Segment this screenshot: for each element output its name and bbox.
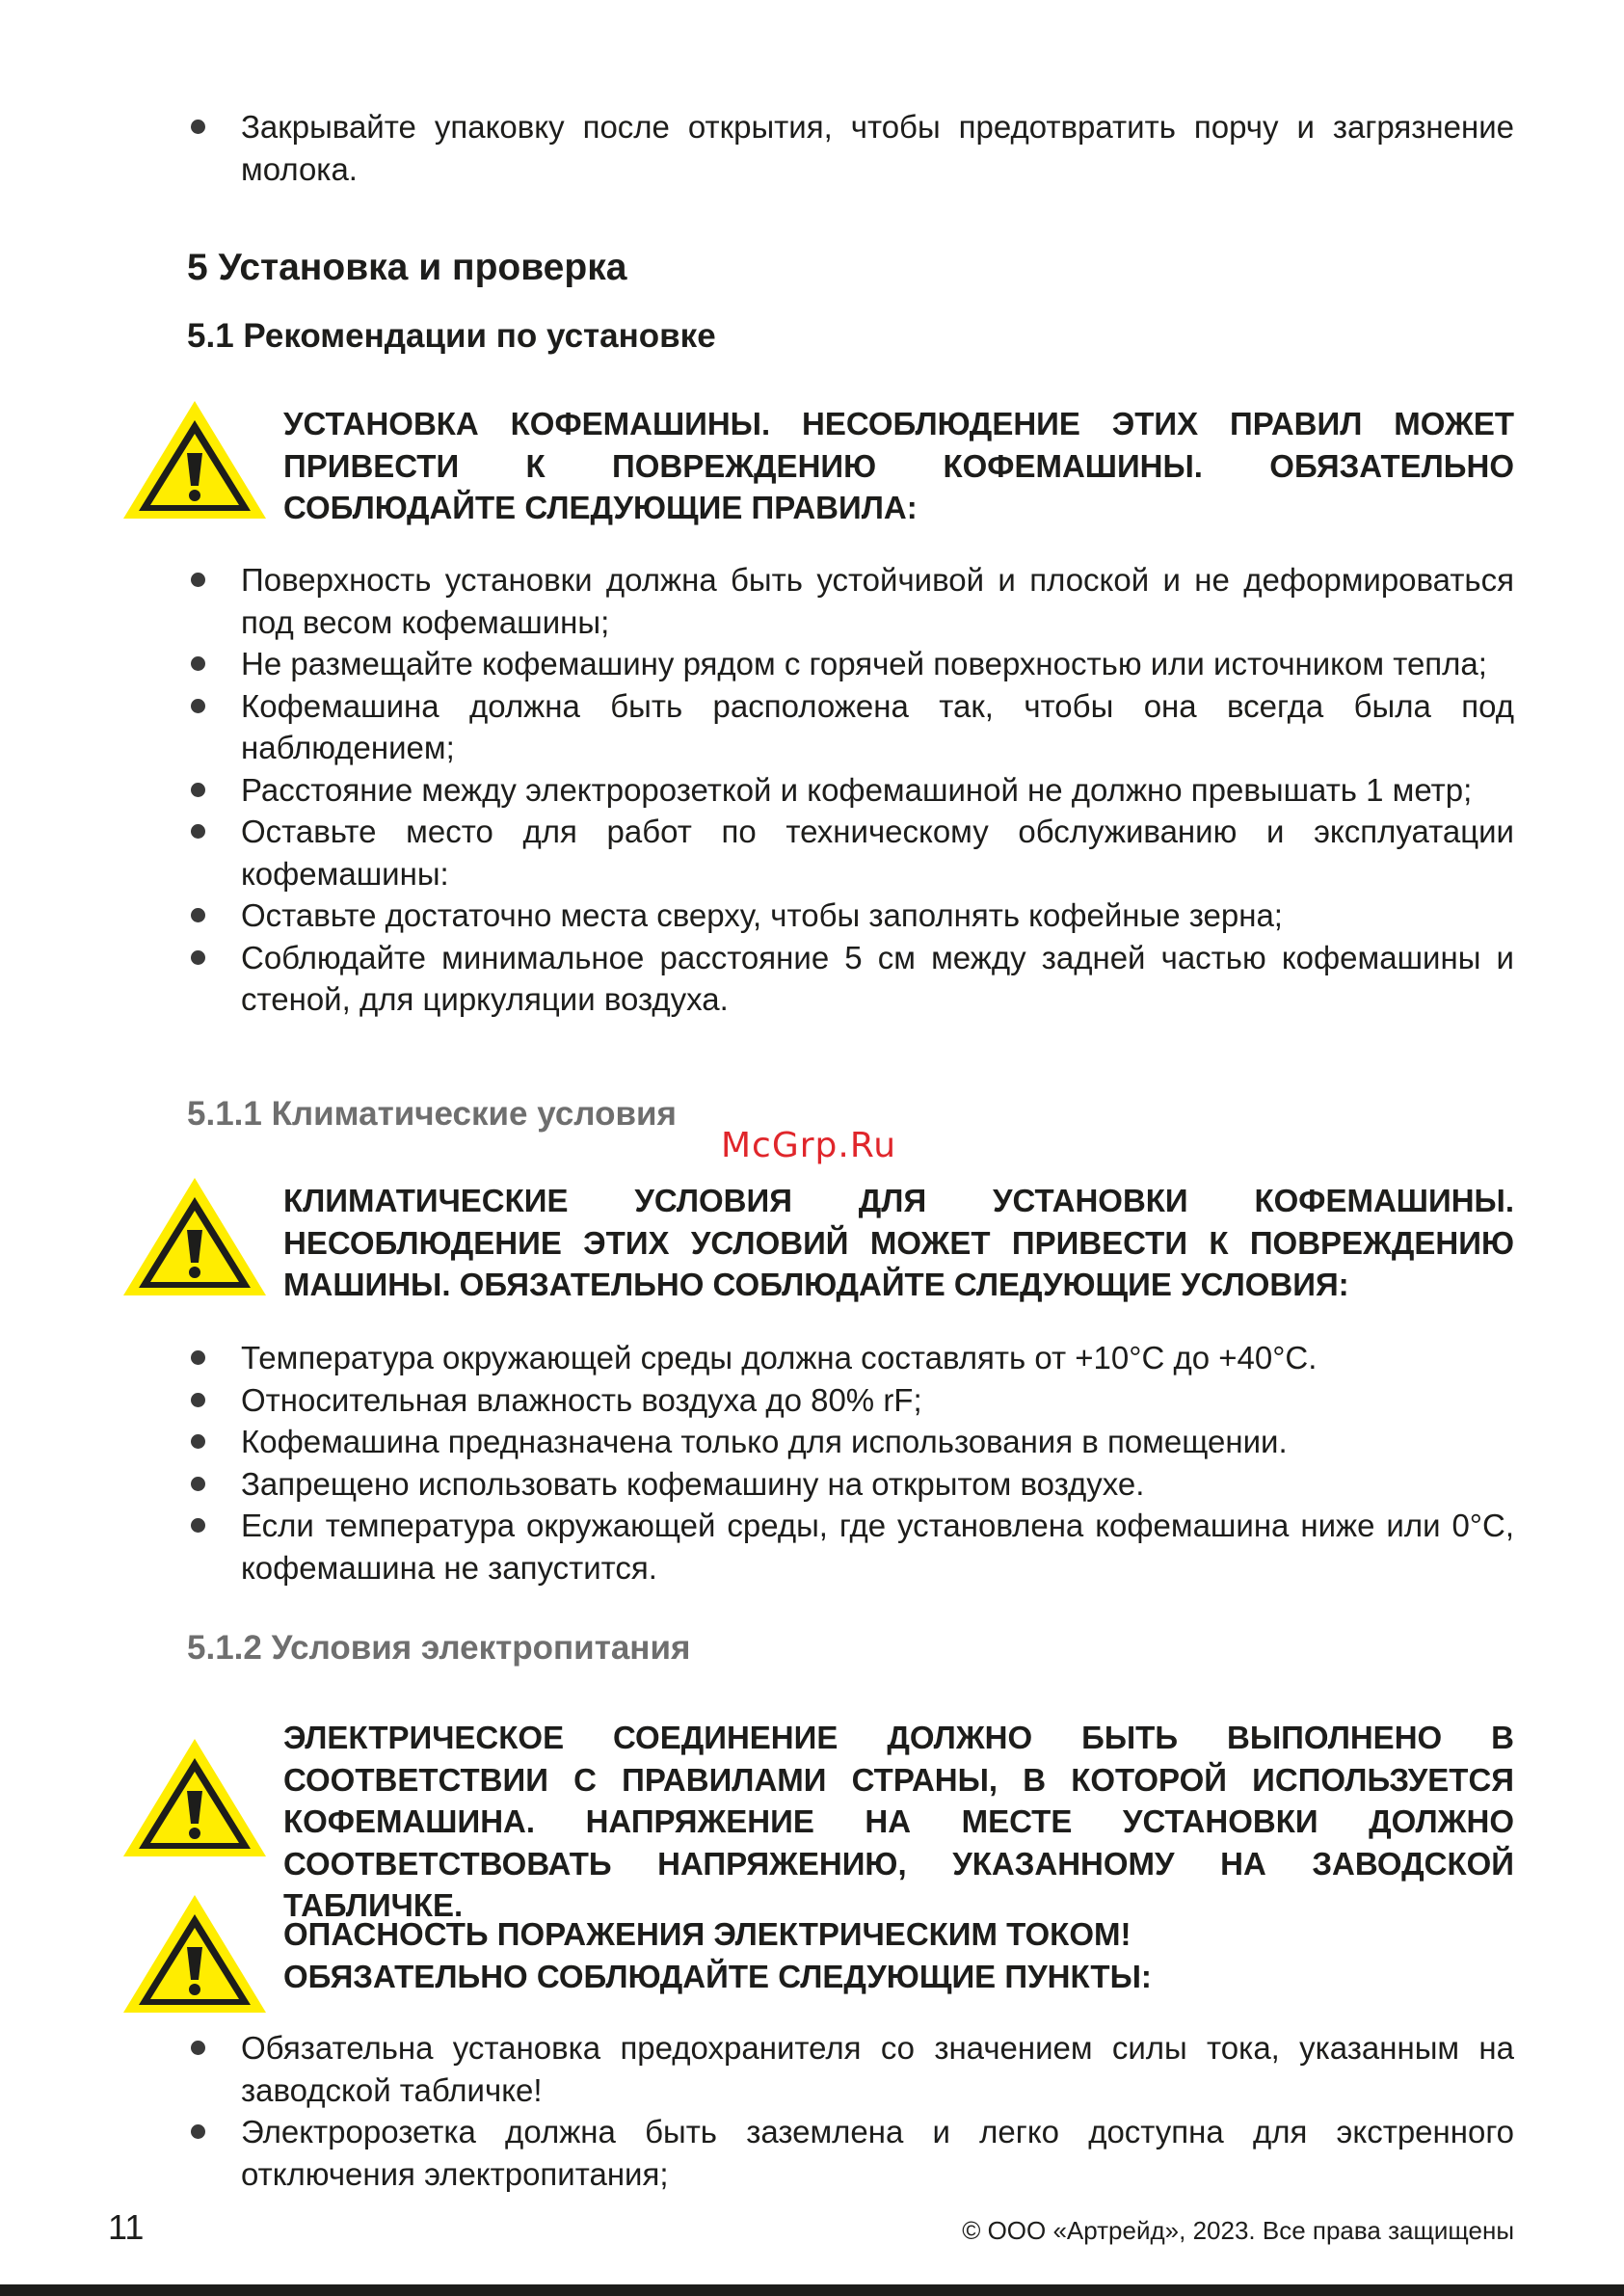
list-item: Оставьте место для работ по техническому обслуживанию и эксплуатации кофемашины: bbox=[187, 811, 1514, 894]
warning-triangle-icon bbox=[120, 1735, 270, 1860]
bullet-icon bbox=[191, 824, 205, 839]
list-item: Кофемашина должна быть расположена так, чтобы она всегда была под наблюдением; bbox=[187, 685, 1514, 769]
list-item: Закрывайте упаковку после открытия, чтобы предотвратить порчу и загрязнение молока. bbox=[187, 106, 1514, 190]
list-item: Запрещено использовать кофемашину на открытом воздухе. bbox=[187, 1463, 1514, 1506]
bullet-icon bbox=[191, 2041, 205, 2055]
page-number: 11 bbox=[108, 2207, 145, 2247]
list-item: Обязательна установка предохранителя со значением силы тока, указанным на заводской табличке! bbox=[187, 2027, 1514, 2111]
footer-copyright: © ООО «Артрейд», 2023. Все права защищены bbox=[962, 2216, 1514, 2245]
subsection-title: 5.1.2 Условия электропитания bbox=[187, 1629, 691, 1667]
bullet-icon bbox=[191, 908, 205, 922]
bullet-icon bbox=[191, 1434, 205, 1449]
list-item: Кофемашина предназначена только для использования в помещении. bbox=[187, 1421, 1514, 1463]
bullet-icon bbox=[191, 2124, 205, 2139]
bullet-icon bbox=[191, 699, 205, 713]
bullet-icon bbox=[191, 783, 205, 797]
list-item: Соблюдайте минимальное расстояние 5 см между задней частью кофемашины и стеной, для циркуляции воздуха. bbox=[187, 937, 1514, 1021]
warning-line: ОБЯЗАТЕЛЬНО СОБЛЮДАЙТЕ СЛЕДУЮЩИЕ ПУНКТЫ: bbox=[283, 1958, 1152, 1994]
subsection-title: 5.1.1 Климатические условия bbox=[187, 1095, 677, 1133]
warning-text bbox=[283, 1913, 1514, 1997]
warning-text: КЛИМАТИЧЕСКИЕ УСЛОВИЯ ДЛЯ УСТАНОВКИ КОФЕМАШИНЫ. НЕСОБЛЮДЕНИЕ ЭТИХ УСЛОВИЙ МОЖЕТ ПРИВЕСТИ К ПОВРЕЖДЕНИЮ МАШИНЫ. ОБЯЗАТЕЛЬНО СОБЛЮДАЙТЕ СЛЕДУЮЩИЕ УСЛОВИЯ: bbox=[283, 1183, 1514, 1302]
section-title: 5 Установка и проверка bbox=[187, 247, 627, 288]
bottom-divider bbox=[0, 2284, 1624, 2296]
bullet-icon bbox=[191, 573, 205, 587]
watermark: McGrp.Ru bbox=[721, 1126, 897, 1165]
bullet-icon bbox=[191, 950, 205, 965]
warning-text: ЭЛЕКТРИЧЕСКОЕ СОЕДИНЕНИЕ ДОЛЖНО БЫТЬ ВЫПОЛНЕНО В СООТВЕТСТВИИ С ПРАВИЛАМИ СТРАНЫ, В КОТОРОЙ ИСПОЛЬЗУЕТСЯ КОФЕМАШИНА. НАПРЯЖЕНИЕ НА МЕСТЕ УСТАНОВКИ ДОЛЖНО СООТВЕТСТВОВАТЬ НАПРЯЖЕНИЮ, УКАЗАННОМУ НА ЗАВОДСКОЙ ТАБЛИЧКЕ. bbox=[283, 1720, 1514, 1923]
list-item: Относительная влажность воздуха до 80% rF; bbox=[187, 1379, 1514, 1422]
climate-list bbox=[187, 1337, 1514, 1589]
list-item: Электророзетка должна быть заземлена и легко доступна для экстренного отключения электропитания; bbox=[187, 2111, 1514, 2195]
warning-text: УСТАНОВКА КОФЕМАШИНЫ. НЕСОБЛЮДЕНИЕ ЭТИХ ПРАВИЛ МОЖЕТ ПРИВЕСТИ К ПОВРЕЖДЕНИЮ КОФЕМАШИНЫ. ОБЯЗАТЕЛЬНО СОБЛЮДАЙТЕ СЛЕДУЮЩИЕ ПРАВИЛА: bbox=[283, 406, 1514, 525]
warning-triangle-icon bbox=[120, 397, 270, 522]
bullet-icon bbox=[191, 1350, 205, 1365]
list-item: Поверхность установки должна быть устойчивой и плоской и не деформироваться под весом кофемашины; bbox=[187, 559, 1514, 643]
list-item: Температура окружающей среды должна составлять от +10°C до +40°C. bbox=[187, 1337, 1514, 1379]
list-item: Если температура окружающей среды, где установлена кофемашина ниже или 0°C, кофемашина не запустится. bbox=[187, 1505, 1514, 1589]
bullet-icon bbox=[191, 1477, 205, 1491]
list-item: Не размещайте кофемашину рядом с горячей поверхностью или источником тепла; bbox=[187, 643, 1514, 685]
bullet-icon bbox=[191, 120, 205, 134]
bullet-icon bbox=[191, 1393, 205, 1407]
warning-triangle-icon bbox=[120, 1174, 270, 1299]
intro-list bbox=[187, 106, 1514, 190]
bullet-icon bbox=[191, 1518, 205, 1533]
subsection-title: 5.1 Рекомендации по установке bbox=[187, 317, 716, 355]
electrical-list bbox=[187, 2027, 1514, 2195]
warning-triangle-icon bbox=[120, 1891, 270, 2016]
installation-list bbox=[187, 559, 1514, 1021]
bullet-icon bbox=[191, 656, 205, 671]
list-item: Расстояние между электророзеткой и кофемашиной не должно превышать 1 метр; bbox=[187, 769, 1514, 812]
list-item: Оставьте достаточно места сверху, чтобы заполнять кофейные зерна; bbox=[187, 894, 1514, 937]
warning-line: ОПАСНОСТЬ ПОРАЖЕНИЯ ЭЛЕКТРИЧЕСКИМ ТОКОМ! bbox=[283, 1916, 1131, 1952]
